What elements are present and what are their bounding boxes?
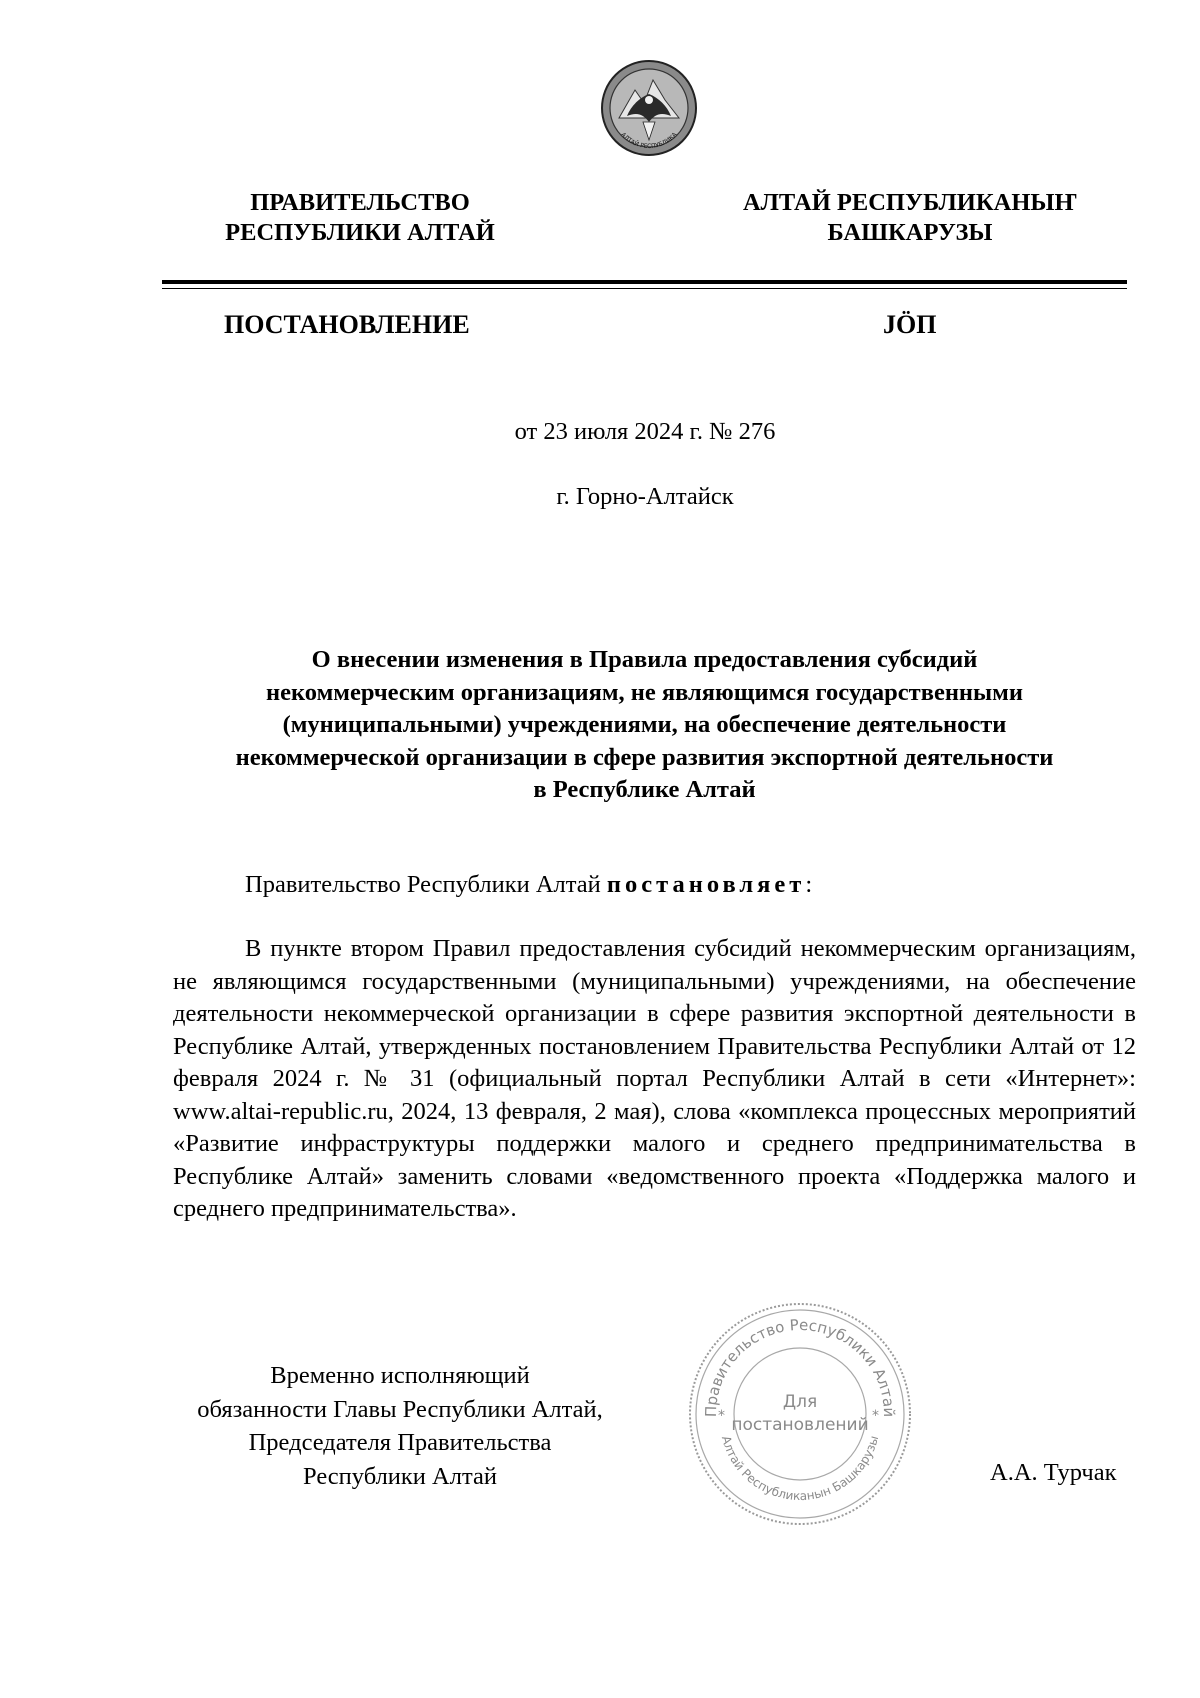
- svg-text:*: *: [872, 1408, 879, 1424]
- document-title-line: некоммерческим организациям, не являющимся государственными: [266, 678, 1023, 706]
- seal-ring-text: Правительство Республики Алтай: [701, 1315, 899, 1418]
- preamble-decree-word: постановляет: [606, 871, 806, 898]
- document-title-line: О внесении изменения в Правила предоставления субсидий: [311, 646, 978, 673]
- document-type-russian: ПОСТАНОВЛЕНИЕ: [224, 310, 470, 339]
- signer-title-line: обязанности Главы Республики Алтай,: [197, 1395, 603, 1423]
- preamble-text: Правительство Республики Алтай: [245, 871, 607, 898]
- government-name-russian-line-1: ПРАВИТЕЛЬСТВО: [250, 189, 470, 216]
- emblem-inscription: АЛТАЙ РЕСПУБЛИКА: [619, 131, 679, 151]
- document-type-altai: JӦП: [883, 310, 937, 339]
- government-name-altai-line-2: БАШКАРУЗЫ: [827, 219, 993, 246]
- seal-graphic: [686, 1300, 914, 1528]
- seal-center-line-1: Для: [782, 1392, 818, 1412]
- preamble-colon: :: [805, 871, 813, 898]
- signatory-name: А.А. Турчак: [990, 1459, 1117, 1486]
- header-rule-thick: [162, 280, 1127, 284]
- preamble: [245, 871, 812, 899]
- signer-title-line: Республики Алтай: [303, 1462, 497, 1490]
- government-name-altai-line-1: АЛТАЙ РЕСПУБЛИКАНЫҤ: [742, 189, 1078, 216]
- document-title: [162, 644, 1127, 807]
- emblem-graphic: [599, 58, 699, 158]
- government-name-russian: [190, 188, 530, 248]
- seal-bottom-text: Алтай Республиканын Башкарузы: [718, 1434, 882, 1504]
- government-name-russian-line-2: РЕСПУБЛИКИ АЛТАЙ: [225, 219, 495, 246]
- document-title-line: некоммерческой организации в сфере развития экспортной деятельности: [235, 743, 1054, 771]
- document-city: г. Горно-Алтайск: [556, 483, 734, 510]
- official-seal-stamp: [686, 1300, 914, 1528]
- document-title-line: (муниципальными) учреждениями, на обеспечение деятельности: [282, 711, 1007, 738]
- seal-center-line-2: постановлений: [731, 1415, 869, 1435]
- portal-url-link[interactable]: www.altai-republic.ru: [173, 1097, 388, 1125]
- signer-title-line: Председателя Правительства: [248, 1429, 552, 1456]
- document-title-line: в Республике Алтай: [533, 776, 756, 803]
- document-date-number: от 23 июля 2024 г. № 276: [514, 418, 776, 445]
- government-name-altai: [710, 188, 1110, 248]
- signer-title-line: Временно исполняющий: [270, 1362, 530, 1389]
- body-text-part-2: , 2024, 13 февраля, 2 мая), слова «комплекса процессных мероприятий «Развитие инфраструктуры поддержки малого и среднего предпринимательства в Республике Алтай» заменить словами «ведомственного проекта «Поддержка малого и среднего предпринимательства».: [173, 1097, 1136, 1222]
- signer-title: [160, 1359, 640, 1493]
- coat-of-arms-emblem: [599, 58, 699, 158]
- body-paragraph: [173, 933, 1136, 1226]
- svg-text:*: *: [718, 1408, 725, 1424]
- header-rule-thin: [162, 288, 1127, 289]
- body-text-part-1: В пункте втором Правил предоставления субсидий некоммерческим организациям, не являющимся государственными (муниципальными) учреждениями, на обеспечение деятельности некоммерческой организации в сфере развития экспортной деятельности в Республике Алтай, утвержденных постановлением Правительства Республики Алтай от 12 февраля 2024 г. № 31 (официальный портал Республики Алтай в сети «Интернет»:: [173, 935, 1136, 1092]
